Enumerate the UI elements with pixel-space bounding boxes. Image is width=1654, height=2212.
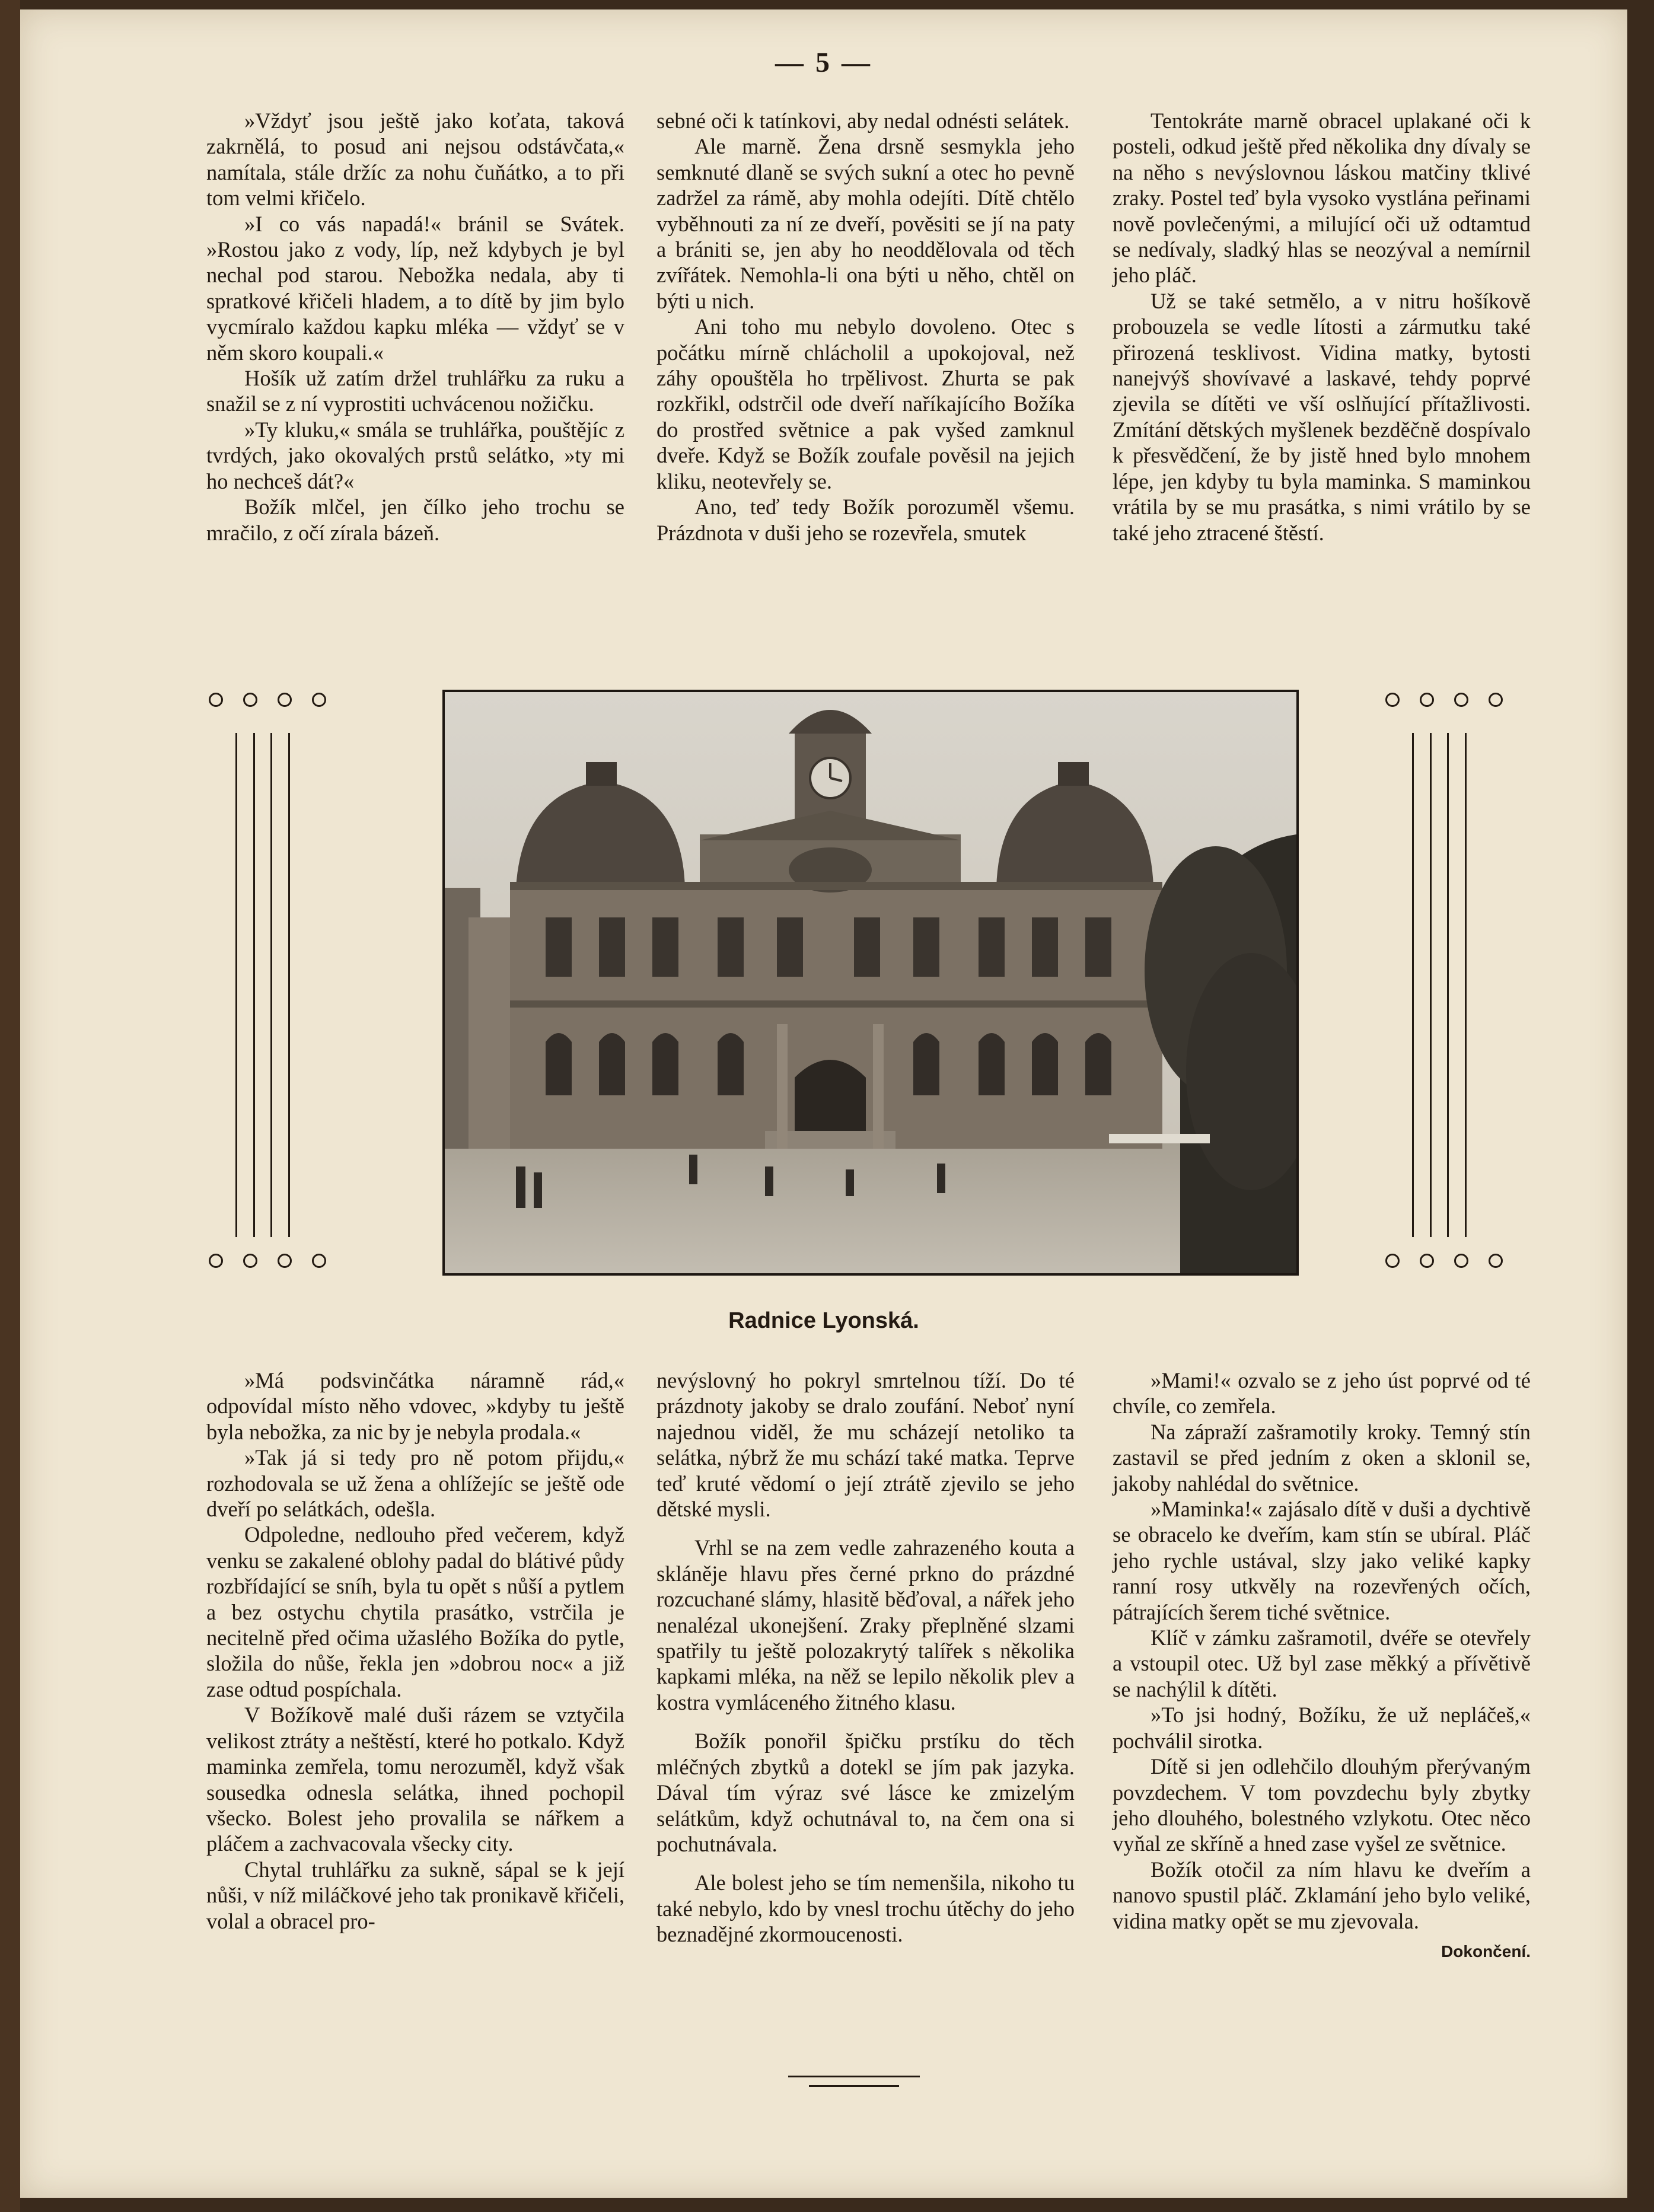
circle-icon bbox=[1454, 693, 1468, 707]
paragraph: Božík ponořil špičku prstíku do těch mléčných zbytků a dotekl se jím pak jazyka. Dával tím výraz své lásce ke zmizelým selátkům, když ochutnával to, na čem ona si pochutnávala. bbox=[656, 1729, 1075, 1856]
end-rule bbox=[809, 2085, 899, 2087]
paragraph: Už se také setmělo, a v nitru hošíkově probouzela se vedle lítosti a zármutku také přirozená tesklivost. Vidina matky, bytosti nanejvýš shovívavé a laskavé, tehdy poprvé zjevila se dítěti ve vší oslňující přítažlivosti. Zmítání dětských myšlenek bezděčně dospívalo k přesvědčení, že by jistě hned bylo mnohem lépe, jen kdyby tu byla maminka. S maminkou vrátila by se mu prasátka, s nimi vrátilo by se také jeho ztracené štěstí. bbox=[1113, 288, 1531, 545]
paragraph: Klíč v zámku zašramotil, dvéře se otevřely a vstoupil otec. Už byl zase měkký a přívětivě se nachýlil k dítěti. bbox=[1113, 1625, 1531, 1701]
circle-icon bbox=[278, 1254, 292, 1268]
ornament-line bbox=[1465, 733, 1467, 1237]
circle-icon bbox=[278, 693, 292, 707]
photo-caption: Radnice Lyonská. bbox=[728, 1308, 919, 1333]
paragraph: Ale bolest jeho se tím nemenšila, nikoho tu také nebylo, kdo by vnesl trochu útěchy do jeho beznadějné zkormoucenosti. bbox=[656, 1870, 1075, 1947]
paragraph: Tentokráte marně obracel uplakané oči k posteli, odkud ještě před několika dny dívaly se na něho s nevýslovnou láskou matčiny tklivé zraky. Postel teď byla vysoko vystlána peřinami nově povlečenými, a milující oči už odtamtud se nedívaly, sladký hlas se neozýval a nemírnil jeho pláč. bbox=[1113, 109, 1531, 288]
circle-icon bbox=[1489, 1254, 1503, 1268]
photo-lyon-town-hall bbox=[442, 690, 1299, 1276]
magazine-page bbox=[20, 9, 1627, 2198]
paragraph: Dítě si jen odlehčilo dlouhým přerývaným povzdechem. V tom povzdechu byly zbytky jeho dlouhého, bolestného vzlykotu. Otec něco vyňal ze skříně a hned zase vyšel ze světnice. bbox=[1113, 1754, 1531, 1856]
ornament-right bbox=[1385, 693, 1522, 1280]
ornament-line bbox=[1447, 733, 1449, 1237]
top-column-3 bbox=[1113, 108, 1531, 546]
ornament-line bbox=[270, 733, 272, 1237]
circle-icon bbox=[209, 1254, 223, 1268]
ornament-line bbox=[1412, 733, 1414, 1237]
paragraph: Ani toho mu nebylo dovoleno. Otec s počátku mírně chlácholil a upokojoval, než záhy opouštěla ho trpělivost. Zhurta se pak rozkřikl, odstrčil ode dveří naříkajícího Božíka do prostřed světnice a pak vyšed zamknul dveře. Když se Božík zoufale pověsil na jejich kliku, neotevřely se. bbox=[656, 314, 1075, 493]
ornament-line bbox=[253, 733, 255, 1237]
end-rule bbox=[788, 2076, 920, 2077]
paragraph: Na zápraží zašramotily kroky. Temný stín zastavil se před jedním z oken a sklonil se, jakoby nahlédal do světnice. bbox=[1113, 1419, 1531, 1496]
paragraph: Vrhl se na zem vedle zahrazeného kouta a skláněje hlavu přes černé prkno do prázdné rozcuchané slámy, hlasitě běďoval, a nářek jeho nenalézal ukonejšení. Zraky přeplněné slzami spatřily tu ještě polozakrytý talířek s několika kapkami mléka, na něž se lepilo několik plev a kostra vymláceného žitného klasu. bbox=[656, 1535, 1075, 1714]
paragraph: »Ty kluku,« smála se truhlářka, pouštějíc z tvrdých, jako okovalých prstů selátko, »ty mi ho nechceš dát?« bbox=[206, 417, 624, 493]
ornament-line bbox=[1430, 733, 1432, 1237]
circle-icon bbox=[1420, 693, 1434, 707]
circle-icon bbox=[1454, 1254, 1468, 1268]
bottom-column-2 bbox=[656, 1368, 1075, 1948]
paragraph: »Tak já si tedy pro ně potom přijdu,« rozhodovala se už žena a ohlížejíc se ještě ode dveří po selátkách, odešla. bbox=[206, 1445, 624, 1522]
circle-icon bbox=[209, 693, 223, 707]
square-ground bbox=[445, 1143, 1296, 1273]
ornament-line bbox=[235, 733, 237, 1237]
binding-edge bbox=[0, 0, 20, 2212]
ornament-left bbox=[209, 693, 345, 1280]
paragraph: Božík mlčel, jen čílko jeho trochu se mračilo, z očí zírala bázeň. bbox=[206, 495, 624, 545]
paragraph: Ano, teď tedy Božík porozuměl všemu. Prázdnota v duši jeho se rozevřela, smutek bbox=[656, 495, 1075, 545]
paragraph: V Božíkově malé duši rázem se vztyčila velikost ztráty a neštěstí, které ho potkalo. Když maminka zemřela, tomu nerozuměl, když však sousedka odnesla selátka, ihned pochopil všecko. Bolest jeho provalila se nářkem a pláčem a zachvacovala všecky city. bbox=[206, 1703, 624, 1856]
bottom-column-1 bbox=[206, 1368, 624, 1934]
ornament-line bbox=[288, 733, 290, 1237]
paragraph: »Maminka!« zajásalo dítě v duši a dychtivě se obracelo ke dveřím, kam stín se ubíral. Pláč jeho rychle ustával, slzy jako veliké kapky ranní rosy utkvěly na rozevřených očích, pátrajících šerem tiché světnice. bbox=[1113, 1497, 1531, 1624]
circle-icon bbox=[243, 1254, 257, 1268]
circle-icon bbox=[1420, 1254, 1434, 1268]
paragraph: »To jsi hodný, Božíku, že už nepláčeš,« pochválil sirotka. bbox=[1113, 1703, 1531, 1753]
paragraph: Božík otočil za ním hlavu ke dveřím a nanovo spustil pláč. Zklamání jeho bylo veliké, vidina matky opět se mu zjevovala. bbox=[1113, 1857, 1531, 1933]
paragraph: Ale marně. Žena drsně sesmykla jeho semknuté dlaně se svých sukní a otec ho pevně zadržel za rámě, aby mohla odejíti. Dítě chtělo vyběhnouti za ní ze dveří, pověsiti se jí na paty a brániti se, jen aby ho neoddělovala od těch zvířátek. Nemohla-li ona býti u něho, chtěl on býti u nich. bbox=[656, 134, 1075, 313]
top-column-2 bbox=[656, 108, 1075, 546]
paragraph: »Má podsvinčátka náramně rád,« odpovídal místo něho vdovec, »kdyby tu ještě byla nebožka, za nic by je nebyla prodala.« bbox=[206, 1368, 624, 1444]
paragraph: »Vždyť jsou ještě jako koťata, taková zakrnělá, to posud ani nejsou odstávčata,« namítala, stále držíc za nohu čuňátko, a to při tom velmi křičelo. bbox=[206, 109, 624, 211]
circle-icon bbox=[1385, 1254, 1400, 1268]
circle-icon bbox=[312, 1254, 326, 1268]
circle-icon bbox=[1385, 693, 1400, 707]
paragraph: Odpoledne, nedlouho před večerem, když venku se zakalené oblohy padal do blátivé půdy rozbřídající se sníh, byla tu opět s nůší a pytlem a bez ostychu chytila prasátko, vstrčila je necitelně před očima užaslého Božíka do pytle, složila do nůše, řekla jen »dobrou noc« a již zase odtud pospíchala. bbox=[206, 1522, 624, 1701]
paragraph: »Mami!« ozvalo se z jeho úst poprvé od té chvíle, co zemřela. bbox=[1113, 1368, 1531, 1419]
page-number: — 5 — bbox=[775, 47, 872, 78]
paragraph: Hošík už zatím držel truhlářku za ruku a snažil se z ní vyprostiti uchvácenou nožičku. bbox=[206, 366, 624, 416]
paragraph: nevýslovný ho pokryl smrtelnou tíží. Do té prázdnoty jakoby se dralo zoufání. Neboť nyní najednou viděl, že mu scházejí netoliko ta selátka, nýbrž že mu schází také matka. Teprve teď kruté vědomí o její ztrátě zjevilo se jeho dětské mysli. bbox=[656, 1368, 1075, 1522]
paragraph: »I co vás napadá!« bránil se Svátek. »Rostou jako z vody, líp, než kdybych je byl nechal pod starou. Nebožka nedala, aby ti spratkové křičeli hladem, a to dítě by jim bylo vycmíralo každou kapku mléka — vždyť se v něm skoro koupali.« bbox=[206, 211, 624, 365]
paragraph: Chytal truhlářku za sukně, sápal se k její nůši, v níž miláčkové jeho tak pronikavě křičeli, volal a obracel pro- bbox=[206, 1857, 624, 1933]
ending-label: Dokončení. bbox=[1441, 1942, 1531, 1961]
circle-icon bbox=[243, 693, 257, 707]
circle-icon bbox=[312, 693, 326, 707]
circle-icon bbox=[1489, 693, 1503, 707]
bottom-column-3 bbox=[1113, 1368, 1531, 1964]
town-hall-illustration bbox=[445, 692, 1296, 1273]
paragraph: sebné oči k tatínkovi, aby nedal odnésti selátek. bbox=[656, 109, 1070, 133]
top-column-1 bbox=[206, 108, 624, 546]
